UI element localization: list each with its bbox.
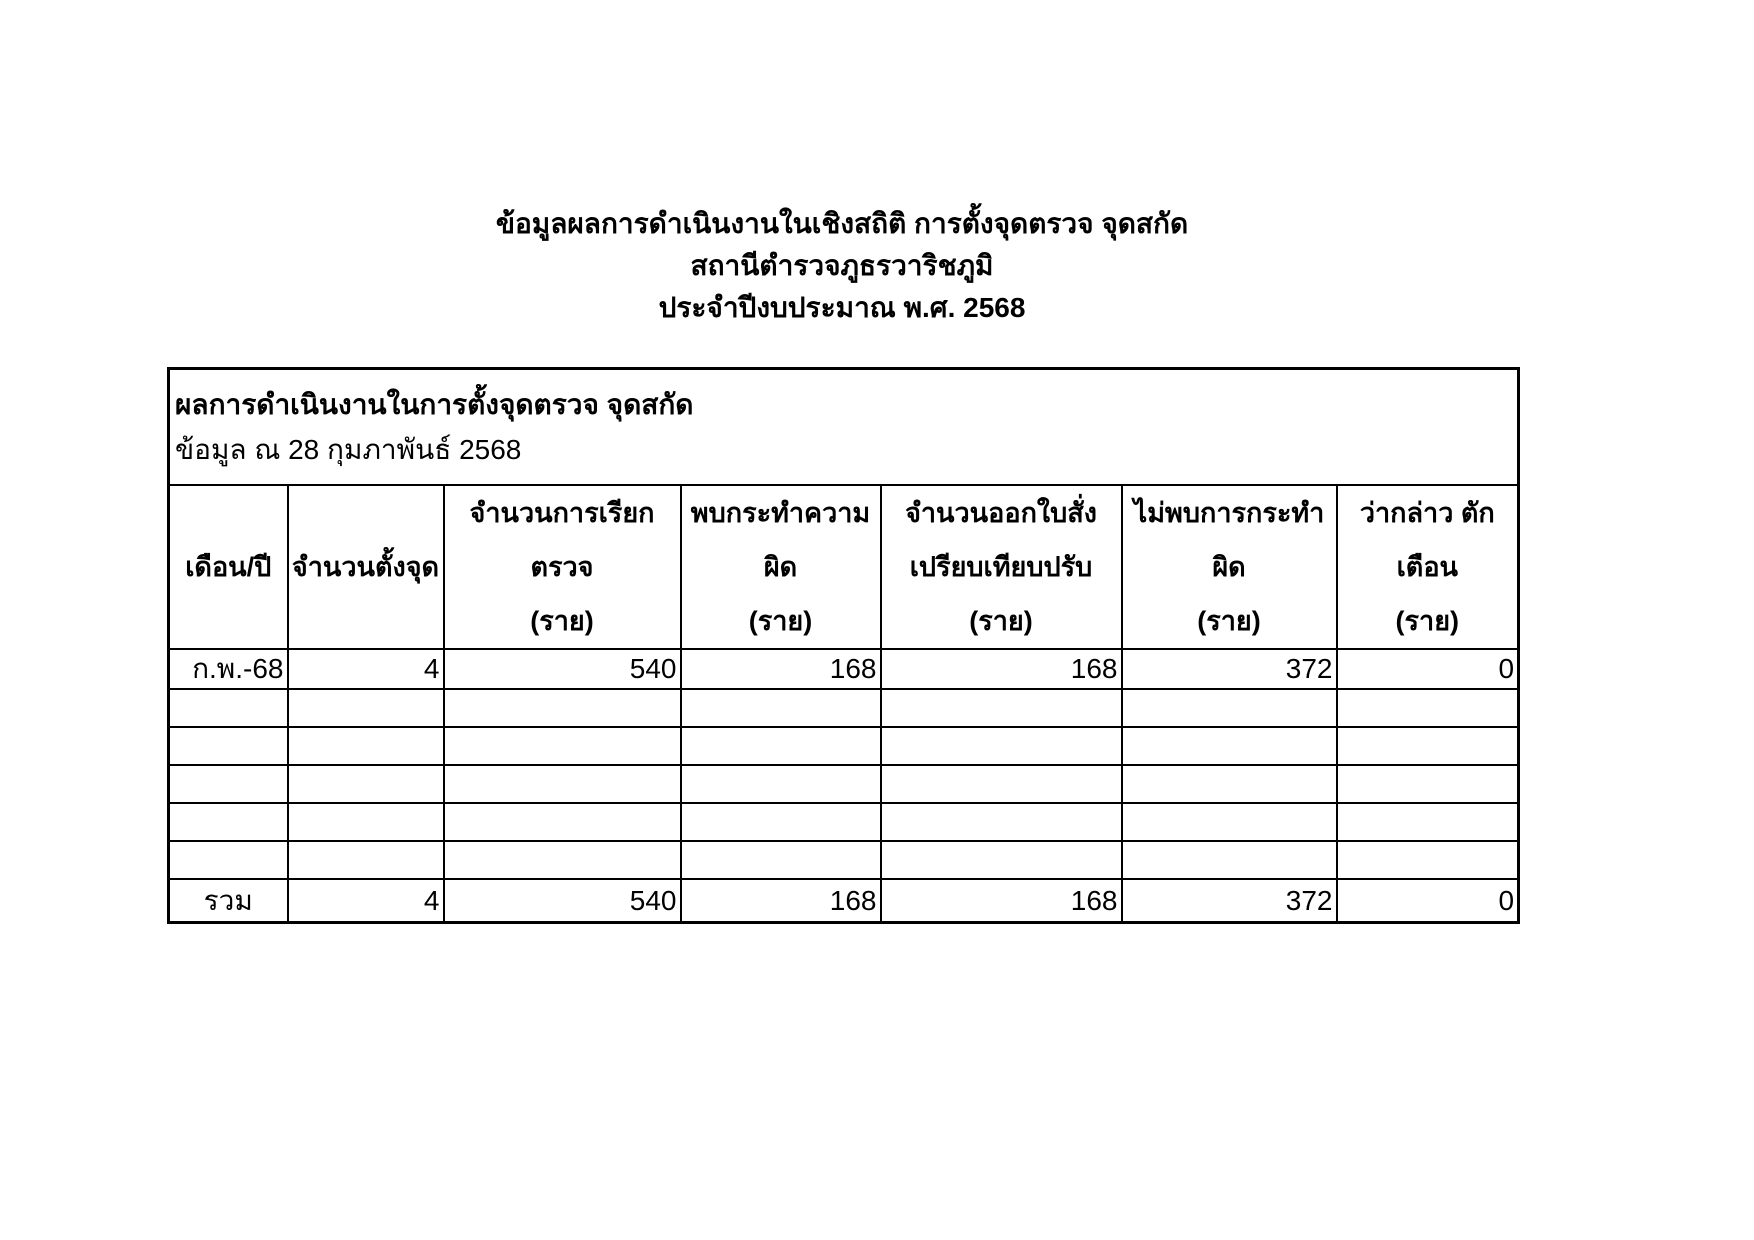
cell-checkpoints-count: 4 [288, 649, 444, 689]
empty-cell [1122, 727, 1337, 765]
column-header-offenses-found: พบกระทำความผิด (ราย) [681, 485, 881, 649]
empty-cell [444, 689, 681, 727]
empty-cell [444, 803, 681, 841]
empty-cell [1337, 803, 1519, 841]
table-empty-row [169, 803, 1519, 841]
table-total-row [169, 879, 1519, 923]
table-empty-row [169, 689, 1519, 727]
table-header-row [169, 485, 1519, 649]
table-empty-row [169, 841, 1519, 879]
empty-cell [881, 841, 1122, 879]
table-empty-row [169, 727, 1519, 765]
report-title-line1: ข้อมูลผลการดำเนินงานในเชิงสถิติ การตั้งจุดตรวจ จุดสกัด [495, 208, 1189, 239]
table-data-row-feb-68 [169, 649, 1519, 689]
empty-cell [169, 727, 288, 765]
total-verbal-warnings: 0 [1337, 879, 1519, 923]
cell-month-year: ก.พ.-68 [169, 649, 288, 689]
table-caption-cell [169, 369, 1519, 485]
empty-cell [1122, 841, 1337, 879]
cell-verbal-warnings: 0 [1337, 649, 1519, 689]
empty-cell [881, 765, 1122, 803]
empty-cell [169, 841, 288, 879]
empty-cell [1337, 841, 1519, 879]
empty-cell [1337, 689, 1519, 727]
column-header-no-offense-found: ไม่พบการกระทำผิด (ราย) [1122, 485, 1337, 649]
total-checkpoints-count: 4 [288, 879, 444, 923]
report-title-line2: สถานีตำรวจภูธรวาริชภูมิ [690, 250, 994, 281]
column-header-tickets-issued: จำนวนออกใบสั่ง เปรียบเทียบปรับ (ราย) [881, 485, 1122, 649]
empty-cell [1122, 689, 1337, 727]
empty-cell [444, 765, 681, 803]
total-no-offense-found: 372 [1122, 879, 1337, 923]
column-header-month-year: เดือน/ปี [169, 485, 288, 649]
empty-cell [1122, 803, 1337, 841]
total-label: รวม [169, 879, 288, 923]
empty-cell [169, 765, 288, 803]
cell-tickets-issued: 168 [881, 649, 1122, 689]
table-caption-title: ผลการดำเนินงานในการตั้งจุดตรวจ จุดสกัด [175, 388, 694, 420]
empty-cell [1337, 727, 1519, 765]
empty-cell [444, 727, 681, 765]
cell-offenses-found: 168 [681, 649, 881, 689]
empty-cell [681, 689, 881, 727]
empty-cell [169, 803, 288, 841]
empty-cell [681, 727, 881, 765]
empty-cell [288, 727, 444, 765]
report-title-line3: ประจำปีงบประมาณ พ.ศ. 2568 [658, 292, 1026, 323]
empty-cell [444, 841, 681, 879]
cell-vehicles-checked: 540 [444, 649, 681, 689]
total-offenses-found: 168 [681, 879, 881, 923]
empty-cell [1122, 765, 1337, 803]
empty-cell [881, 689, 1122, 727]
empty-cell [1337, 765, 1519, 803]
total-vehicles-checked: 540 [444, 879, 681, 923]
column-header-vehicles-checked: จำนวนการเรียกตรวจ (ราย) [444, 485, 681, 649]
empty-cell [288, 765, 444, 803]
column-header-verbal-warnings: ว่ากล่าว ตักเตือน (ราย) [1337, 485, 1519, 649]
table-caption-row [169, 369, 1519, 485]
empty-cell [881, 727, 1122, 765]
empty-cell [681, 765, 881, 803]
table-empty-row [169, 765, 1519, 803]
empty-cell [288, 689, 444, 727]
column-header-checkpoints-count: จำนวนตั้งจุด [288, 485, 444, 649]
total-tickets-issued: 168 [881, 879, 1122, 923]
empty-cell [169, 689, 288, 727]
empty-cell [681, 803, 881, 841]
checkpoint-statistics-table [167, 367, 1520, 924]
cell-no-offense-found: 372 [1122, 649, 1337, 689]
empty-cell [681, 841, 881, 879]
table-caption-asof-date: ข้อมูล ณ 28 กุมภาพันธ์ 2568 [175, 433, 522, 465]
empty-cell [881, 803, 1122, 841]
report-title-block [167, 203, 1517, 329]
empty-cell [288, 841, 444, 879]
empty-cell [288, 803, 444, 841]
